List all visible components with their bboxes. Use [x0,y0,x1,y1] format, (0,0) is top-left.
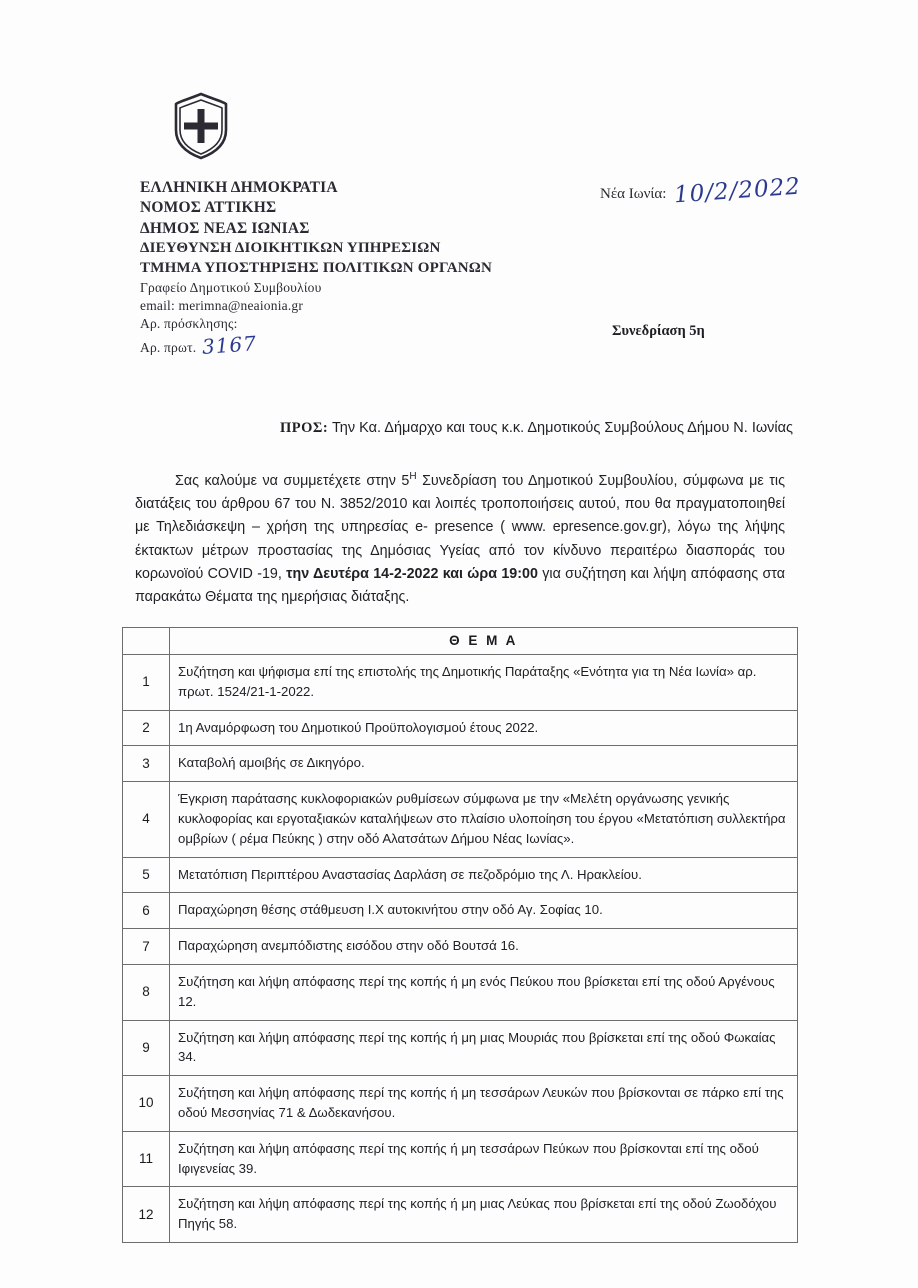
row-topic: Έγκριση παράτασης κυκλοφοριακών ρυθμίσεων σύμφωνα με την «Μελέτη οργάνωσης γενικής κυκλοφορίας και εργοταξιακών καταλήψεων στο πλαίσιο υλοποίηση του έργου «Μετατόπιση συλλεκτήρα ομβρίων ( ρέμα Πεύκης ) στην οδό Αλατσάτων Δήμου Νέας Ιωνίας». [170,782,798,857]
row-number: 8 [123,964,170,1020]
table-header-topic: Θ Ε Μ Α [170,628,798,655]
table-row [123,857,798,893]
letterhead-line-4: ΔΙΕΥΘΥΝΣΗ ΔΙΟΙΚΗΤΙΚΩΝ ΥΠΗΡΕΣΙΩΝ [140,240,441,257]
letterhead-line-5: ΤΜΗΜΑ ΥΠΟΣΤΗΡΙΞΗΣ ΠΟΛΙΤΙΚΩΝ ΟΡΓΑΝΩΝ [140,260,493,277]
row-number: 12 [123,1187,170,1243]
row-topic: 1η Αναμόρφωση του Δημοτικού Προϋπολογισμού έτους 2022. [170,710,798,746]
row-topic: Παραχώρηση ανεμπόδιστης εισόδου στην οδό Βουτσά 16. [170,929,798,965]
recipient-text: Την Κα. Δήμαρχο και τους κ.κ. Δημοτικούς Συμβούλους Δήμου Ν. Ιωνίας [332,420,794,436]
letterhead-line-3: ΔΗΜΟΣ ΝΕΑΣ ΙΩΝΙΑΣ [140,219,310,237]
date-value: 10/2/2022 [673,173,803,209]
table-row [123,782,798,857]
row-topic: Συζήτηση και ψήφισμα επί της επιστολής της Δημοτικής Παράταξης «Ενότητα για τη Νέα Ιωνία» αρ. πρωτ. 1524/21-1-2022. [170,655,798,711]
protocol-number [140,332,560,358]
table-header-number [123,628,170,655]
row-number: 6 [123,893,170,929]
row-topic: Καταβολή αμοιβής σε Δικηγόρο. [170,746,798,782]
table-row [123,710,798,746]
protocol-number-label: Αρ. πρωτ. [140,340,197,356]
row-number: 10 [123,1076,170,1132]
row-number: 4 [123,782,170,857]
row-topic: Παραχώρηση θέσης στάθμευση Ι.Χ αυτοκινήτου στην οδό Αγ. Σοφίας 10. [170,893,798,929]
table-body [123,655,798,1243]
letterhead-line-2: ΝΟΜΟΣ ΑΤΤΙΚΗΣ [140,199,277,217]
topics-table [122,627,798,1243]
table-row [123,1131,798,1187]
body-bold-datetime: την Δευτέρα 14-2-2022 και ώρα 19:00 [286,565,538,582]
recipient-label: ΠΡΟΣ: [280,420,329,436]
row-topic: Συζήτηση και λήψη απόφασης περί της κοπής ή μη τεσσάρων Λευκών που βρίσκονται σε πάρκο επί της οδού Μεσσηνίας 71 & Δωδεκανήσου. [170,1076,798,1132]
row-topic: Συζήτηση και λήψη απόφασης περί της κοπής ή μη ενός Πεύκου που βρίσκεται επί της οδού Αργένους 12. [170,964,798,1020]
row-number: 9 [123,1020,170,1076]
table-header-row [123,628,798,655]
body-part-1: Σας καλούμε να συμμετέχετε στην 5 [175,473,410,490]
table-row [123,964,798,1020]
recipient-line [280,420,880,437]
body-superscript: Η [409,471,417,483]
city-label: Νέα Ιωνία: [600,186,667,202]
body-part-2: Συνεδρίαση του Δημοτικού Συμβουλίου, σύμφωνα με τις διατάξεις του άρθρου 67 του Ν. 3852/2010 και λοιπές τροποποιήσεις αυτού, που θα πραγματοποιηθεί με Τηλεδιάσκεψη – χρήση της υπηρεσίας e- presence ( www. epresence.gov.gr), λόγω της λήψης έκτακτων μέτρων προστασίας της Δημόσιας Υγείας από τον κίνδυνο περαιτέρω διασποράς του κορωνοϊού COVID -19, [135,473,785,582]
table-row [123,929,798,965]
table-row [123,1076,798,1132]
document-date [600,173,803,209]
table-row [123,1020,798,1076]
row-topic: Μετατόπιση Περιπτέρου Αναστασίας Δαρλάση σε πεζοδρόμιο της Λ. Ηρακλείου. [170,857,798,893]
row-topic: Συζήτηση και λήψη απόφασης περί της κοπής ή μη μιας Λεύκας που βρίσκεται επί της οδού Ζωοδόχου Πηγής 58. [170,1187,798,1243]
session-label: Συνεδρίαση 5η [612,323,705,339]
body-part-3: για συζήτηση και λήψη απόφασης στα παρακάτω Θέματα της ημερήσιας διάταξης. [135,565,785,605]
table-row [123,1187,798,1243]
row-topic: Συζήτηση και λήψη απόφασης περί της κοπής ή μη μιας Μουριάς που βρίσκεται επί της οδού Φωκαίας 34. [170,1020,798,1076]
letterhead [140,178,560,359]
protocol-number-value: 3167 [201,331,258,360]
letterhead-line-1: ΕΛΛΗΝΙΚΗ ΔΗΜΟΚΡΑΤΙΑ [140,179,338,196]
row-number: 7 [123,929,170,965]
row-number: 11 [123,1131,170,1187]
row-number: 5 [123,857,170,893]
table-row [123,893,798,929]
row-number: 3 [123,746,170,782]
row-number: 2 [123,710,170,746]
letterhead-email: email: merimna@neaionia.gr [140,297,304,313]
body-paragraph [135,469,785,609]
hellenic-republic-emblem [170,92,232,160]
row-topic: Συζήτηση και λήψη απόφασης περί της κοπής ή μη τεσσάρων Πεύκων που βρίσκονται επί της οδού Ιφιγενείας 39. [170,1131,798,1187]
letterhead-office: Γραφείο Δημοτικού Συμβουλίου [140,279,322,295]
invitation-number: Αρ. πρόσκλησης: [140,315,238,331]
table-row [123,746,798,782]
row-number: 1 [123,655,170,711]
table-row [123,655,798,711]
